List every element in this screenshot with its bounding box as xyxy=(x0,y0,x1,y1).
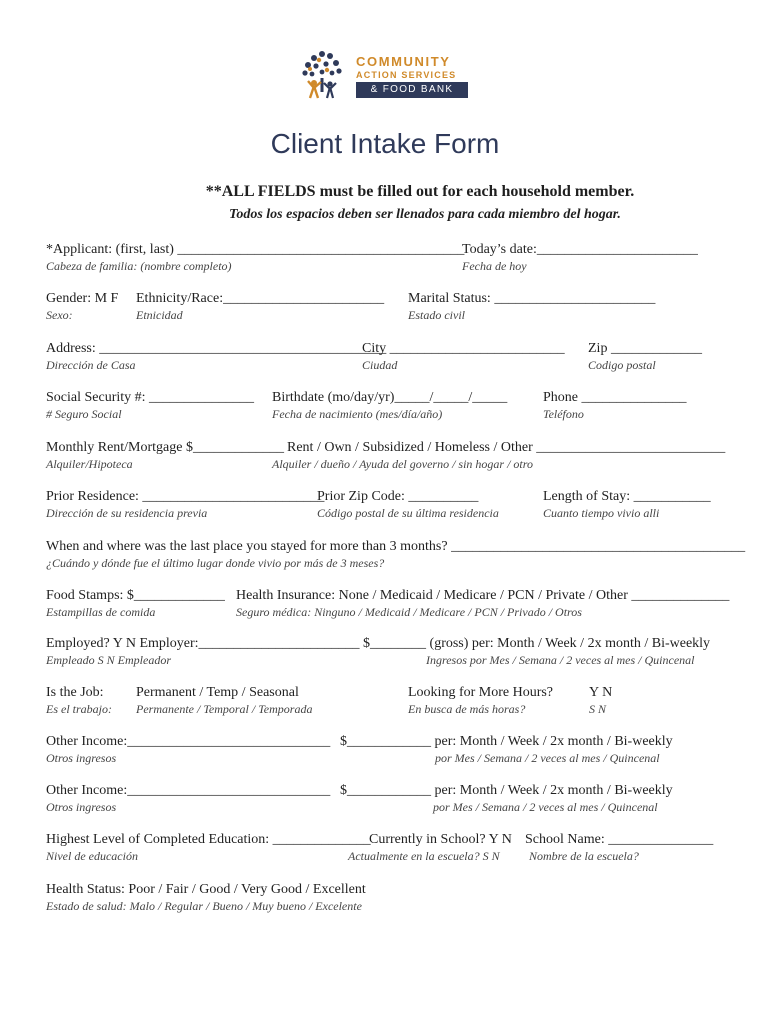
field-row-other-income-2 xyxy=(0,783,770,819)
job-type-options-caption: Permanente / Temporal / Temporada xyxy=(136,702,313,716)
health-status-field[interactable]: Health Status: Poor / Fair / Good / Very Good / Excellent xyxy=(46,882,366,897)
food-stamps-caption: Estampillas de comida xyxy=(46,605,156,619)
field-row-job-type xyxy=(0,685,770,721)
prior-zip-field[interactable]: Prior Zip Code: __________ xyxy=(317,489,479,504)
field-row-applicant xyxy=(0,242,770,278)
school-name-caption: Nombre de la escuela? xyxy=(529,849,639,863)
school-name-field[interactable]: School Name: _______________ xyxy=(525,832,714,847)
health-insurance-caption: Seguro médica: Ninguno / Medicaid / Medicare / PCN / Privado / Otros xyxy=(236,605,582,619)
health-insurance-field[interactable]: Health Insurance: None / Medicaid / Medicare / PCN / Private / Other ______________ xyxy=(236,588,730,603)
job-type-caption: Es el trabajo: xyxy=(46,702,112,716)
page-title: Client Intake Form xyxy=(270,128,500,159)
brand-name-line1: COMMUNITY xyxy=(356,54,451,69)
applicant-name-caption: Cabeza de familia: (nombre completo) xyxy=(46,259,232,273)
field-row-address xyxy=(0,341,770,377)
brand-name-line2: ACTION SERVICES xyxy=(356,70,457,80)
marital-status-caption: Estado civil xyxy=(408,308,465,322)
gender-caption: Sexo: xyxy=(46,308,73,322)
last-place-field[interactable]: When and where was the last place you stayed for more than 3 months? __________________________________________ xyxy=(46,539,746,554)
employment-field[interactable]: Employed? Y N Employer:_______________________ $________ (gross) per: Month / Week / 2x month / Bi-weekly xyxy=(46,636,711,651)
social-security-caption: # Seguro Social xyxy=(46,407,122,421)
other-income-1-amount-field[interactable]: $____________ per: Month / Week / 2x month / Bi-weekly xyxy=(340,734,673,749)
field-row-education xyxy=(0,832,770,868)
other-income-1-period-caption: por Mes / Semana / 2 veces al mes / Quincenal xyxy=(435,751,660,765)
other-income-2-amount-field[interactable]: $____________ per: Month / Week / 2x month / Bi-weekly xyxy=(340,783,673,798)
ethnicity-field[interactable]: Ethnicity/Race:_______________________ xyxy=(136,291,385,306)
field-row-food-stamps xyxy=(0,588,770,624)
length-of-stay-caption: Cuanto tiempo vivio alli xyxy=(543,506,660,520)
gross-income-caption: Ingresos por Mes / Semana / 2 veces al mes / Quincenal xyxy=(426,653,695,667)
more-hours-options[interactable]: Y N xyxy=(589,685,613,700)
instructions: **ALL FIELDS must be filled out for each household member. xyxy=(205,183,635,200)
other-income-2-caption: Otros ingresos xyxy=(46,800,117,814)
length-of-stay-field[interactable]: Length of Stay: ___________ xyxy=(543,489,711,504)
more-hours-options-caption: S N xyxy=(589,702,607,716)
health-status-caption: Estado de salud: Malo / Regular / Bueno / Muy bueno / Excelente xyxy=(46,899,362,913)
phone-field[interactable]: Phone _______________ xyxy=(543,390,687,405)
organization-logo xyxy=(296,48,476,108)
field-row-ssn xyxy=(0,390,770,426)
field-row-rent xyxy=(0,440,770,476)
applicant-name-field[interactable]: *Applicant: (first, last) _________________________________________ xyxy=(46,242,465,257)
other-income-2-field[interactable]: Other Income:_____________________________ xyxy=(46,783,331,798)
food-stamps-field[interactable]: Food Stamps: $_____________ xyxy=(46,588,225,603)
todays-date-caption: Fecha de hoy xyxy=(462,259,527,273)
prior-residence-caption: Dirección de su residencia previa xyxy=(46,506,208,520)
currently-in-school-caption: Actualmente en la escuela? S N xyxy=(348,849,500,863)
ethnicity-caption: Etnicidad xyxy=(136,308,183,322)
todays-date-field[interactable]: Today’s date:_______________________ xyxy=(462,242,698,257)
gender-field[interactable]: Gender: M F xyxy=(46,291,119,306)
field-row-health-status xyxy=(0,882,770,918)
prior-residence-field[interactable]: Prior Residence: __________________________ xyxy=(46,489,325,504)
brand-name-line3: & FOOD BANK xyxy=(356,82,468,98)
other-income-1-field[interactable]: Other Income:_____________________________ xyxy=(46,734,331,749)
field-row-gender xyxy=(0,291,770,327)
instructions-spanish: Todos los espacios deben ser llenados para cada miembro del hogar. xyxy=(229,207,621,222)
tree-people-icon xyxy=(296,48,352,106)
employment-caption: Empleado S N Empleador xyxy=(46,653,171,667)
birthdate-field[interactable]: Birthdate (mo/day/yr)_____/_____/_____ xyxy=(272,390,508,405)
more-hours-caption: En busca de más horas? xyxy=(408,702,526,716)
field-row-other-income-1 xyxy=(0,734,770,770)
education-field[interactable]: Highest Level of Completed Education: ______________ xyxy=(46,832,371,847)
housing-type-caption: Alquiler / dueño / Ayuda del governo / sin hogar / otro xyxy=(272,457,533,471)
more-hours-label: Looking for More Hours? xyxy=(408,685,554,700)
housing-type-field[interactable]: Rent / Own / Subsidized / Homeless / Other ___________________________ xyxy=(287,440,726,455)
birthdate-caption: Fecha de nacimiento (mes/día/año) xyxy=(272,407,443,421)
job-type-label: Is the Job: xyxy=(46,685,104,700)
address-field[interactable]: Address: _________________________________________ xyxy=(46,341,387,356)
education-caption: Nivel de educación xyxy=(46,849,138,863)
field-row-last-place xyxy=(0,539,770,575)
other-income-2-period-caption: por Mes / Semana / 2 veces al mes / Quincenal xyxy=(433,800,658,814)
field-row-prior-residence xyxy=(0,489,770,525)
zip-field[interactable]: Zip _____________ xyxy=(588,341,702,356)
city-field[interactable]: City _________________________ xyxy=(362,341,565,356)
city-caption: Ciudad xyxy=(362,358,398,372)
job-type-options[interactable]: Permanent / Temp / Seasonal xyxy=(136,685,299,700)
prior-zip-caption: Código postal de su última residencia xyxy=(317,506,499,520)
social-security-field[interactable]: Social Security #: _______________ xyxy=(46,390,255,405)
field-row-employment xyxy=(0,636,770,672)
zip-caption: Codigo postal xyxy=(588,358,656,372)
other-income-1-caption: Otros ingresos xyxy=(46,751,117,765)
marital-status-field[interactable]: Marital Status: _______________________ xyxy=(408,291,656,306)
monthly-rent-field[interactable]: Monthly Rent/Mortgage $_____________ xyxy=(46,440,284,455)
phone-caption: Teléfono xyxy=(543,407,584,421)
currently-in-school-field[interactable]: Currently in School? Y N xyxy=(369,832,512,847)
monthly-rent-caption: Alquiler/Hipoteca xyxy=(46,457,133,471)
last-place-caption: ¿Cuándo y dónde fue el último lugar donde vivio por más de 3 meses? xyxy=(46,556,385,570)
address-caption: Dirección de Casa xyxy=(46,358,136,372)
